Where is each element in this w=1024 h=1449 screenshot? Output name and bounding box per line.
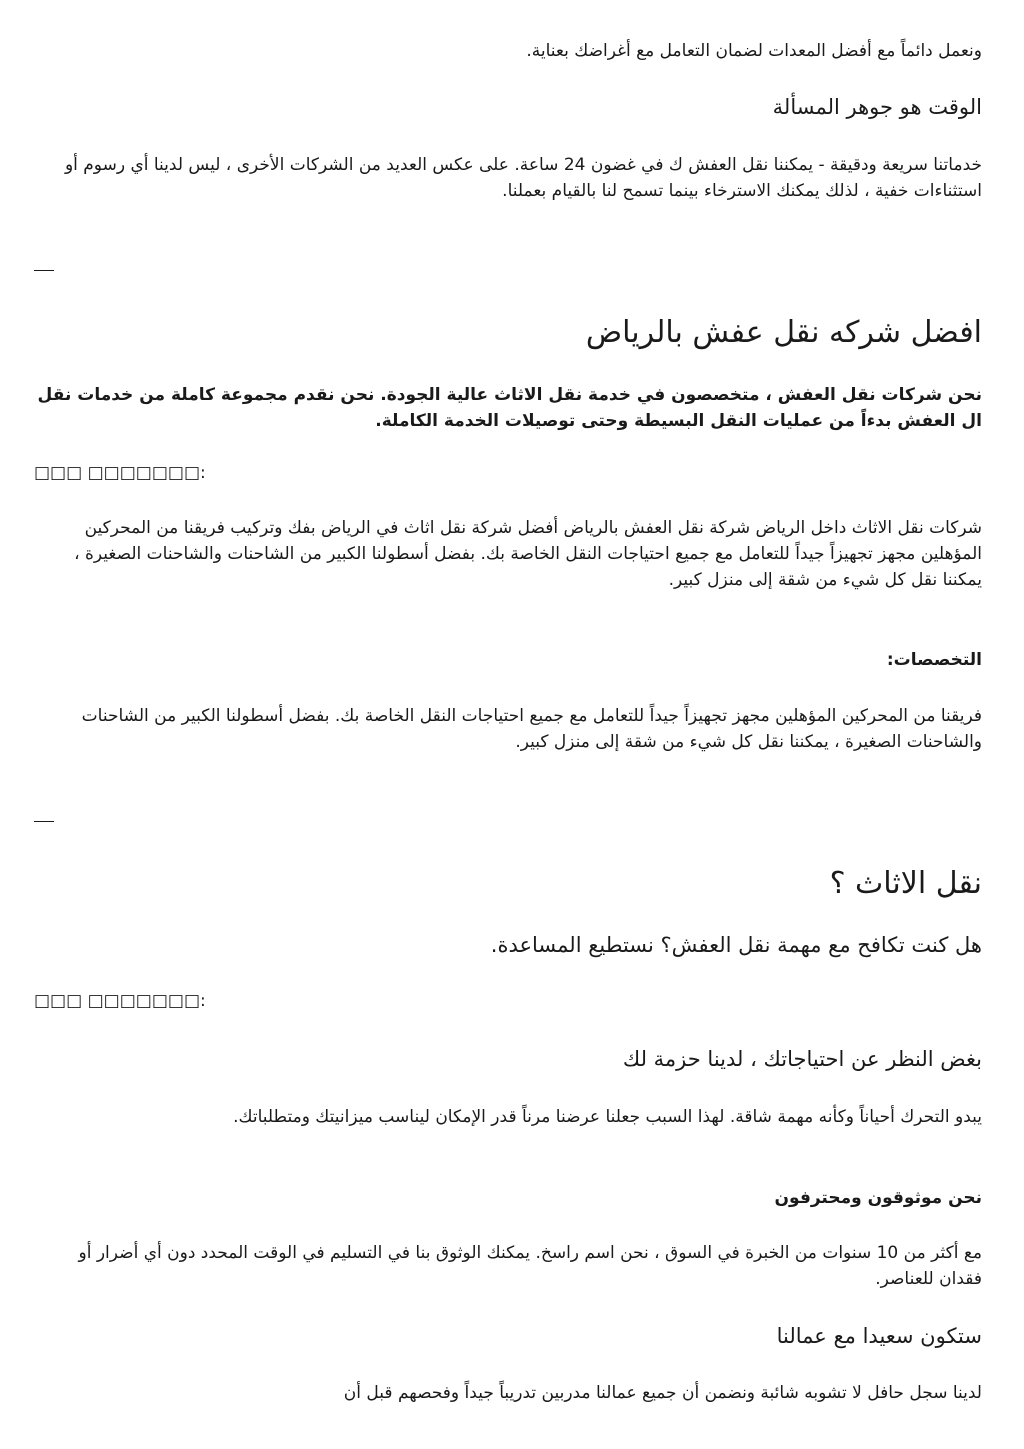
specialties-paragraph: فريقنا من المحركين المؤهلين مجهز تجهيزاً جيداً للتعامل مع جميع احتياجات النقل الخاصة بك. بفضل أسطولنا الكبير من الشاحنات والشاحنات الصغيرة ، يمكننا نقل كل شيء من شقة إلى منزل كبير. [81, 706, 982, 752]
trusted-paragraph: مع أكثر من 10 سنوات من الخبرة في السوق ، نحن اسم راسخ. يمكنك الوثوق بنا في التسليم في الوقت المحدد دون أي أضرار أو فقدان للعناصر. [78, 1243, 982, 1289]
garbled-label-1: □□□ □□□□□□□: [34, 463, 206, 483]
best-company-heading: افضل شركه نقل عفش بالرياض [585, 315, 982, 350]
intro-tail-paragraph: ونعمل دائماً مع أفضل المعدات لضمان التعامل مع أغراضك بعناية. [526, 41, 982, 61]
happy-paragraph: لدينا سجل حافل لا تشوبه شائبة ونضمن أن جميع عمالنا مدربين تدريباً جيداً وفحصهم قبل أن [343, 1383, 982, 1403]
struggle-heading: هل كنت تكافح مع مهمة نقل العفش؟ نستطيع المساعدة. [490, 933, 982, 957]
time-heading: الوقت هو جوهر المسألة [772, 95, 982, 119]
package-heading: بغض النظر عن احتياجاتك ، لدينا حزمة لك [622, 1047, 982, 1071]
happy-heading: ستكون سعيدا مع عمالنا [776, 1324, 982, 1348]
separator-1 [34, 270, 54, 271]
separator-2 [34, 821, 54, 822]
garbled-label-2: □□□ □□□□□□□: [34, 991, 206, 1011]
best-company-paragraph: شركات نقل الاثاث داخل الرياض شركة نقل العفش بالرياض أفضل شركة نقل اثاث في الرياض بفك وتركيب فريقنا من المحركين المؤهلين مجهز تجهيزاً جيداً للتعامل مع جميع احتياجات النقل الخاصة بك. بفضل أسطولنا الكبير من الشاحنات والشاحنات الصغيرة ، يمكننا نقل كل شيء من شقة إلى منزل كبير. [74, 518, 982, 590]
package-paragraph: يبدو التحرك أحياناً وكأنه مهمة شاقة. لهذا السبب جعلنا عرضنا مرناً قدر الإمكان ليناسب ميزانيتك ومتطلباتك. [233, 1107, 982, 1127]
specialties-label: التخصصات: [886, 650, 982, 670]
best-company-lead: نحن شركات نقل العفش ، متخصصون في خدمة نقل الاثاث عالية الجودة. نحن نقدم مجموعة كاملة من خدمات نقل ال العفش بدءاً من عمليات النقل البسيطة وحتى توصيلات الخدمة الكاملة. [37, 385, 982, 431]
document-page [34, 0, 982, 1449]
time-paragraph: خدماتنا سريعة ودقيقة - يمكننا نقل العفش ك في غضون 24 ساعة. على عكس العديد من الشركات الأخرى ، ليس لدينا أي رسوم أو استثناءات خفية ، لذلك يمكنك الاسترخاء بينما تسمح لنا بالقيام بعملنا. [64, 155, 982, 201]
moving-heading: نقل الاثاث ؟ [829, 866, 982, 901]
trusted-heading: نحن موثوقون ومحترفون [774, 1188, 982, 1208]
